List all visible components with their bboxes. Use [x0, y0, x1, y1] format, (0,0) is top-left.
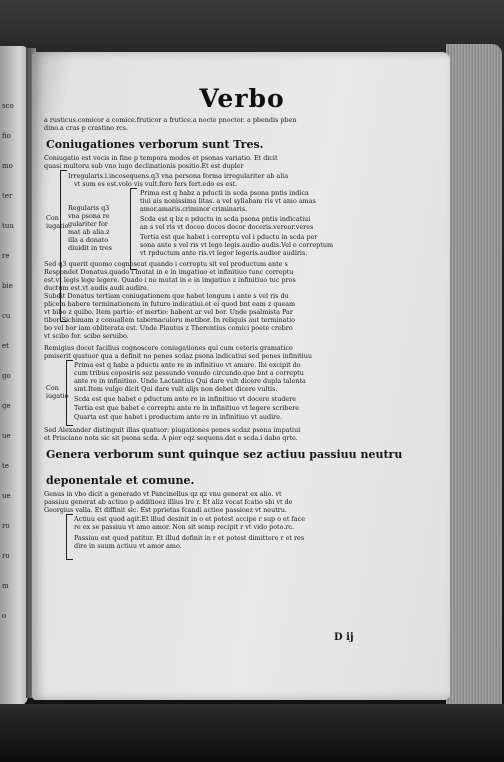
conj-line: Tertia est que habet e correptu ante re in infinitiuo vt legere scribere — [74, 404, 300, 412]
background-top — [0, 0, 504, 42]
text-line: passiuu generat ab actiuo p additioez illius lre r. Et aliz vocat fcatio sbi vt de — [44, 498, 293, 506]
conjugation-label-2: iugatio — [46, 392, 69, 400]
left-page-fragment: re — [2, 252, 10, 260]
text-line: Respondet Donatus.quado i mutat in e in imgatiuo et infinitiuo tunc correptu — [44, 268, 294, 276]
regular-line: Tertia est que habet i correptu vel i pductu in scda per — [140, 233, 318, 241]
left-page-fragment: cu — [2, 312, 11, 320]
text-line: et Prisciano nota sic sit psona scda. A pior eqz sequens.dat e scda.i dabo qrte. — [44, 434, 298, 442]
brace-3 — [66, 514, 73, 560]
text-line: est.vt legis lege legere. Quado i no mutat in e in imgatiuo z infinitiuo tuc pros — [44, 276, 296, 284]
regular-line: sona ante s vel ris vt lego legis.audio audis.Vel e correptum — [140, 241, 334, 249]
conjugation-label-2: Con — [46, 384, 59, 392]
left-page-fragment: ter — [2, 192, 13, 200]
regular-label: vna psona re — [68, 212, 110, 220]
conjugation-label: Con — [46, 214, 59, 222]
left-page-fragment: o — [2, 612, 7, 620]
brace-2 — [66, 360, 73, 426]
left-page-fragment: ge — [2, 402, 11, 410]
text-line: Genus in vbo dicit a generado vt Pancinellus qz qz vnu generat ex alio. vt — [44, 490, 282, 498]
left-page-fragment: ue — [2, 492, 11, 500]
text-line: Sed Alexander distinguit illas quatuor: piugationes penes scdaz psona impatiui — [44, 426, 301, 434]
signature-mark: D ij — [334, 632, 354, 643]
conj-line: Quarta est que habet i productum ante re in infinitiuo vt audire. — [74, 413, 283, 421]
background-bottom — [0, 704, 504, 762]
genus-line: dire in suum actiuu vt amor amo. — [74, 542, 182, 550]
left-page-fragment: ro — [2, 552, 10, 560]
text-line: plicem habere terminationem in futuro indicatiui.et ei quod bnt eam z queam — [44, 300, 296, 308]
section-heading-conjugations: Coniugationes verborum sunt Tres. — [46, 138, 264, 151]
text-line: Remigius docet facilius cognoscere coniugationes qui cum ceteris gramatice — [44, 344, 293, 352]
regular-line: an s vel ris vt doceo doces docor doceris.vereor.veres — [140, 223, 314, 231]
text-line: vt scibo for. scibo seruibo. — [44, 332, 129, 340]
section-heading-genera: Genera verborum sunt quinque sez actiuu passiuu neutru — [46, 448, 403, 461]
regular-label: Regularis q3 — [68, 204, 110, 212]
text-line: tibor Sichimam z conuallem tabernaculoru metibor. In reliquis aut terminatio — [44, 316, 295, 324]
running-head: Verbo — [199, 84, 285, 113]
regular-label: diuidit in tres — [68, 244, 112, 252]
inner-brace — [130, 188, 137, 270]
regular-line: vt rpductum ante ris.vt legor legeris.audior audiris. — [140, 249, 308, 257]
left-page-fragment: ro — [2, 522, 10, 530]
conj-line: sint.Item vulgo dicit Qui dare vult alijs non debet dicere vultis. — [74, 385, 278, 393]
left-page-fragment: go — [2, 372, 11, 380]
irregular-line: Irregularis.i.incosequens.q3 vna persona forma irregulariter ab alia — [68, 172, 289, 180]
text-line: Sed q3 querit quomo cognoscat quando i correptu sit vel productum ante s — [44, 260, 288, 268]
text-line: bo vel bor iam obliterata est. Unde Plautus z Therentius comici poete crebro — [44, 324, 293, 332]
conj-line: Prima est q habz a pductu ante re in infinitiuo vt amare. Ibi excipit do — [74, 361, 301, 369]
left-page-fragment: fio — [2, 132, 11, 140]
conjugation-label: iugatio — [46, 222, 69, 230]
left-page-fragment: et — [2, 342, 9, 350]
regular-line: Scda est q bz e pductu in scda psona pntis indicatiui — [140, 215, 311, 223]
left-page-fragment: tuu — [2, 222, 14, 230]
text-line: pmiserit quatuor qua a definit no penes scdaz psona indicatiui sed penes infinitiuu — [44, 352, 312, 360]
regular-line: tiui ais nonissima litas. a vel syllabam ris vt amo amas — [140, 197, 316, 205]
intro-line: dino.a cras p crastino rcs. — [44, 124, 129, 132]
left-page-edge — [0, 46, 28, 706]
left-page-fragment: mo — [2, 162, 13, 170]
left-page-fragment: bie — [2, 282, 13, 290]
left-page-fragment: te — [2, 462, 9, 470]
text-line: Subdit Donatus tertiam coniugationem que habet longum i ante s vel ris du — [44, 292, 289, 300]
genus-line: Passiuu est quod patitur. Et illud definit in r et potest dimittere r et res — [74, 534, 305, 542]
text-line: Georgius valla. Et diffinit sic. Est pprietas fcandi actioe passioez vt neutru. — [44, 506, 287, 514]
regular-label: illa a donato — [68, 236, 109, 244]
left-page-fragment: m — [2, 582, 9, 590]
text-line: vt bibo z quibo. Item partio: et mertio: habent ar vel bor. Unde psalmista Par — [44, 308, 293, 316]
text-line: ductum est.vt audis audi audire. — [44, 284, 149, 292]
genus-line: Actiuu est quod agit.Et illud desinit in o et potest accipe r sup o et face — [74, 515, 305, 523]
conj-line: ante re in infinitiuo. Unde Lactantius Qui dare vult dicere dupla talenta — [74, 377, 306, 385]
intro-line: a rusticus.comicor a comice.fruticor a frutice.a nocte pnoctor. a pbendis pben — [44, 116, 297, 124]
page-stack-edge — [446, 44, 502, 716]
regular-line: amor.amaris.criminor criminaris. — [140, 205, 248, 213]
conj-line: Scda est que habet e pductum ante re in infinitiuo vt docere studere — [74, 395, 297, 403]
irregular-line: vt sum es est.volo vis vult.fero fers fert.edo es est. — [74, 180, 238, 188]
regular-line: Prima est q habz a pducti in scda psona pntis indica — [140, 189, 309, 197]
genus-line: re ex se passiuu vt amo amor. Non sit semp recipit r vt vido poto.rc. — [74, 523, 295, 531]
left-page-fragment: ue — [2, 432, 11, 440]
text-line: Coniugatio est vocis in fine p tempora modos et psonas variatio. Et dicit — [44, 154, 278, 162]
conj-line: cum tribus coposiris sez pessundo venudo circundo.que bnt a correptu — [74, 369, 304, 377]
regular-label: gulariter for — [68, 220, 108, 228]
regular-label: mat ab alia.z — [68, 228, 110, 236]
left-page-fragment: sco — [2, 102, 14, 110]
section-heading-genera-cont: deponentale et comune. — [46, 474, 195, 487]
text-line: quasi multoru sub vno iugo declinationis positio.Et est dupler — [44, 162, 244, 170]
